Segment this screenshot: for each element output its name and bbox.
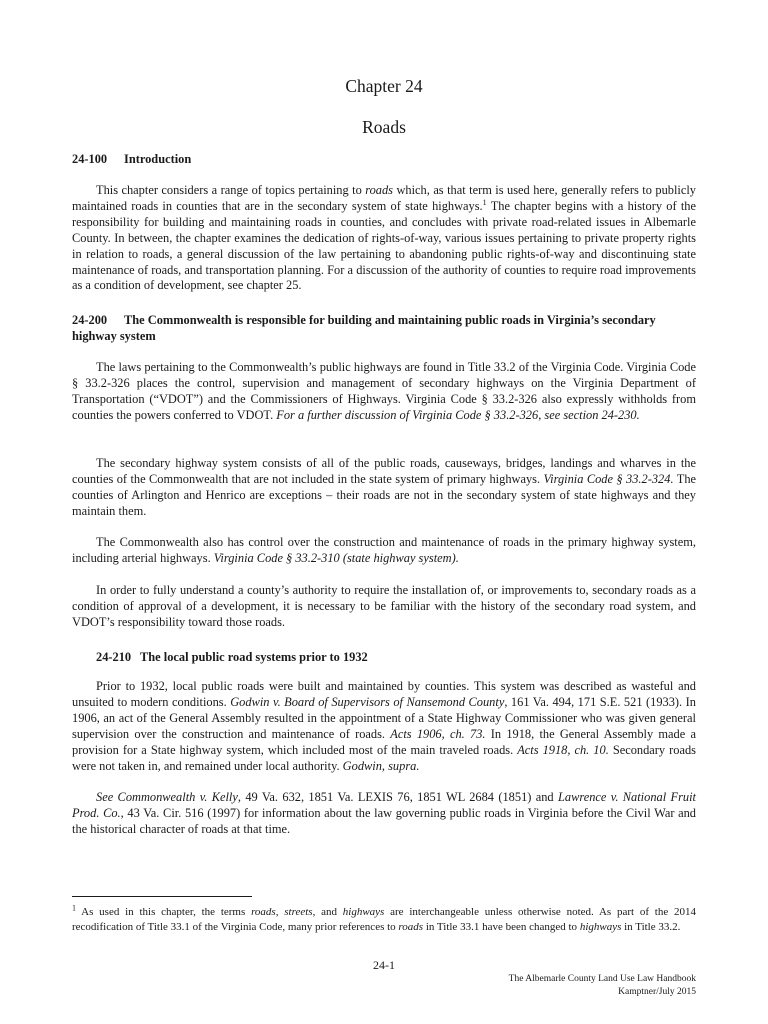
paragraph-county-authority: In order to fully understand a county’s authority to require the installation of, or improvements to, secondary roads as a condition of approval of a development, it is necessary to be familiar with the history of the secondary road system, and VDOT’s responsibility toward those roads. xyxy=(72,583,696,629)
section-number: 24-210 xyxy=(96,650,132,664)
paragraph-case-references: See Commonwealth v. Kelly, 49 Va. 632, 1851 Va. LEXIS 76, 1851 WL 2684 (1851) and Lawrence v. National Fruit Prod. Co., 43 Va. Cir. 516 (1997) for information about the law governing public roads in Virginia before the Civil War and the historical character of roads at that time. xyxy=(72,790,696,836)
section-heading-24-210 xyxy=(96,649,368,665)
footnote-ref[interactable]: 1 xyxy=(482,197,487,207)
paragraph-prior-1932: Prior to 1932, local public roads were built and maintained by counties. This system was described as wasteful and unsuited to modern conditions. Godwin v. Board of Supervisors of Nansemond County, 161 Va. 494, 171 S.E. 521 (1933). In 1906, an act of the General Assembly resulted in the appointment of a State Highway Commissioner who was given general supervision over the construction and maintenance of roads. Acts 1906, ch. 73. In 1918, the General Assembly made a provision for a State highway system, which included most of the main traveled roads. Acts 1918, ch. 10. Secondary roads were not taken in, and remained under local authority. Godwin, supra. xyxy=(72,679,696,773)
chapter-title: Roads xyxy=(362,117,406,137)
paragraph-primary-system: The Commonwealth also has control over the construction and maintenance of roads in the primary highway system, including arterial highways. Virginia Code § 33.2-310 (state highway system). xyxy=(72,535,696,565)
paragraph-secondary-system: The secondary highway system consists of all of the public roads, causeways, bridges, landings and wharves in the counties of the Commonwealth that are not included in the state system of primary highways. Virginia Code § 33.2-324. The counties of Arlington and Henrico are exceptions – their roads are not in the secondary system of state highways and they maintain them. xyxy=(72,456,697,518)
section-title: Introduction xyxy=(124,152,192,166)
section-title: The local public road systems prior to 1932 xyxy=(140,650,368,664)
paragraph-intro: This chapter considers a range of topics pertaining to roads which, as that term is used here, generally refers to publicly maintained roads in counties that are in the secondary system of state highways.$^1$ The chapter begins with a history of the responsibility for building and maintaining roads in counties, and concludes with private road-related issues in Albemarle County. In between, the chapter examines the dedication of rights-of-way, various issues pertaining to private property rights in relation to roads, a general discussion of the law pertaining to abandoning public rights-of-way and discontinuing state maintenance of roads, and transportation planning. For a discussion of the authority of counties to require road improvements as a condition of development, see chapter 25. xyxy=(72,183,696,293)
running-footer xyxy=(509,973,696,998)
paragraph-title-33-2: The laws pertaining to the Commonwealth’s public highways are found in Title 33.2 of the Virginia Code. Virginia Code § 33.2-326 places the control, supervision and management of secondary highways on the Virginia Department of Transportation (“VDOT”) and the Commissioners of Highways. Virginia Code § 33.2-326 also expressly withholds from counties the powers conferred to VDOT. For a further discussion of Virginia Code § 33.2-326, see section 24-230. xyxy=(72,360,696,422)
section-heading-24-200 xyxy=(72,312,696,344)
footnote: $^1$ As used in this chapter, the terms roads, streets, and highways are interchangeable unless otherwise noted. As part of the 2014 recodification of Title 33.1 of the Virginia Code, many prior references to roads in Title 33.1 have been changed to highways in Title 33.2. xyxy=(72,903,697,933)
section-title: The Commonwealth is responsible for building and maintaining public roads in Virginia’s secondary highway system xyxy=(72,313,656,343)
book-title: The Albemarle County Land Use Law Handbook xyxy=(508,974,696,984)
chapter-heading: Chapter 24 xyxy=(345,76,423,96)
section-number: 24-100 xyxy=(72,152,108,166)
page-number: 24-1 xyxy=(373,958,395,972)
footnote-divider xyxy=(72,896,252,897)
section-number: 24-200 xyxy=(72,313,108,327)
footnote-mark: 1 xyxy=(72,903,76,913)
edition: Kamptner/July 2015 xyxy=(618,986,696,997)
section-heading-24-100 xyxy=(72,151,696,167)
